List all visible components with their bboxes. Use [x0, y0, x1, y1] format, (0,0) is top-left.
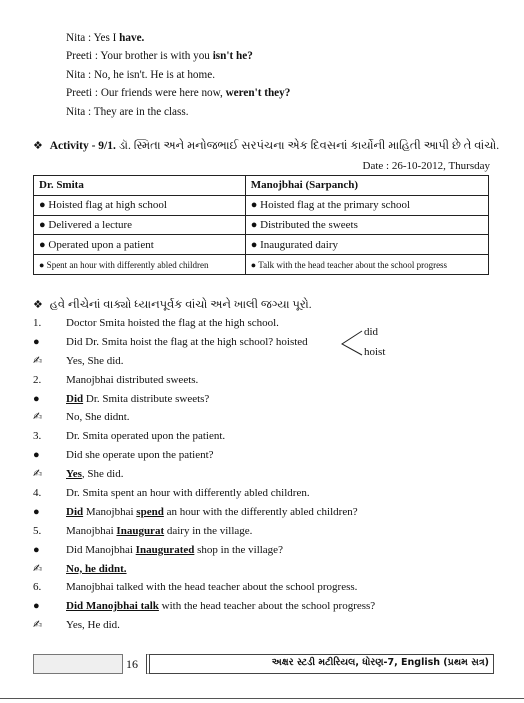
item-number: 3. [33, 430, 42, 443]
table-cell: ● Inaugurated dairy [245, 235, 488, 255]
table-row [34, 255, 489, 275]
exercise-text [66, 484, 310, 503]
dialogue-speaker: Nita : [66, 105, 94, 118]
activity-date: Date : 26-10-2012, Thursday [362, 160, 490, 172]
dialogue-tag-question: have. [119, 32, 145, 44]
dialogue-speaker: Preeti : [66, 50, 101, 63]
dialogue-line [66, 29, 290, 47]
sentence-fragment: Yes, She did. [66, 354, 124, 367]
exercise-text [66, 465, 123, 484]
pen-answer-icon: ✍ [33, 618, 43, 632]
sentence-fragment: Manojbhai talked with the head teacher about the school progress. [66, 581, 358, 594]
sentence-fragment: Dr. Smita spent an hour with differently abled children. [66, 487, 310, 500]
sentence-fragment: with the head teacher about the school progress? [158, 600, 376, 613]
item-number: 1. [33, 317, 42, 329]
sentence-fragment: Dr. Smita distribute sweets? [83, 392, 210, 405]
filled-blank: Inaugurated [135, 543, 195, 556]
branch-bracket-icon [340, 328, 364, 358]
footer-left-box [33, 654, 123, 674]
diamond-bullet-icon: ❖ [33, 298, 43, 311]
dialogue-text: Yes I [93, 32, 120, 44]
exercise-text [66, 522, 252, 541]
exercise-text [66, 314, 279, 333]
sentence-fragment: Did she operate upon the patient? [66, 449, 214, 462]
exercise-text [66, 616, 120, 635]
exercise-text [66, 503, 358, 522]
dialogue-tag-question: isn't he? [212, 50, 253, 63]
exercise-instruction [33, 298, 312, 312]
bullet-icon: ● [33, 449, 40, 462]
sentence-fragment: Dr. Smita operated upon the patient. [66, 430, 226, 443]
activity-table [33, 175, 489, 275]
page-footer [33, 654, 491, 676]
dialogue-text: No, he isn't. He is at home. [93, 68, 215, 81]
filled-blank: spend [136, 505, 164, 518]
sentence-fragment: Manojbhai [83, 505, 137, 518]
footer-title: અક્ષર સ્ટડી મટીરિયલ, ધોરણ-7, English (પ્રથમ સત્ર) [271, 657, 489, 668]
pen-answer-icon: ✍ [33, 467, 43, 481]
exercise-text [66, 597, 375, 616]
table-cell: ● Hoisted flag at high school [34, 195, 246, 215]
table-row [34, 195, 489, 215]
exercise-text [66, 578, 357, 597]
dialogue-block [66, 29, 290, 121]
answer-choices [340, 326, 400, 360]
exercise-text [66, 333, 308, 352]
sentence-fragment: Manojbhai distributed sweets. [66, 373, 199, 386]
sentence-fragment: dairy in the village. [164, 524, 253, 537]
item-number: 2. [33, 373, 42, 386]
exercise-instruction-text: હવે નીચેનાં વાક્યો ધ્યાનપૂર્વક વાંચો અને ખાલી જગ્યા પૂરો. [49, 299, 312, 311]
bottom-rule [0, 698, 524, 699]
filled-blank: Inaugurat [116, 524, 165, 537]
activity-label: Activity - 9/1. [49, 140, 116, 152]
footer-title-box [146, 654, 494, 674]
item-number: 4. [33, 487, 42, 500]
dialogue-line [66, 84, 290, 102]
pen-answer-icon: ✍ [33, 561, 43, 575]
dialogue-speaker: Preeti : [66, 87, 101, 100]
pen-answer-icon: ✍ [33, 353, 43, 367]
exercise-text [66, 371, 198, 390]
table-header-row [34, 176, 489, 196]
page-number: 16 [126, 657, 138, 671]
sentence-fragment: No, She didnt. [66, 411, 130, 424]
bullet-icon: ● [33, 600, 40, 613]
dialogue-speaker: Nita : [66, 68, 94, 81]
exercise-text [66, 352, 124, 371]
pen-answer-icon: ✍ [33, 410, 43, 424]
sentence-fragment: shop in the village? [194, 543, 283, 556]
sentence-fragment: Manojbhai [66, 524, 117, 537]
dialogue-tag-question: weren't they? [225, 87, 291, 100]
dialogue-line [66, 66, 290, 84]
bullet-icon: ● [33, 543, 40, 556]
dialogue-line [66, 47, 290, 65]
choice-did: did [364, 326, 379, 338]
table-cell: ● Operated upon a patient [34, 235, 246, 255]
diamond-bullet-icon: ❖ [33, 139, 43, 152]
item-number: 5. [33, 524, 42, 537]
dialogue-line [66, 103, 290, 121]
table-header-manojbhai: Manojbhai (Sarpanch) [245, 176, 488, 196]
activity-heading [33, 139, 499, 153]
filled-blank: Did [66, 505, 84, 518]
bullet-icon: ● [33, 392, 40, 405]
sentence-fragment: Did Manojbhai [66, 543, 136, 556]
exercise-text [66, 390, 209, 409]
sentence-fragment: an hour with the differently abled children? [163, 505, 358, 518]
table-row [34, 215, 489, 235]
table-cell: ● Spent an hour with differently abled children [34, 255, 246, 275]
dialogue-text: They are in the class. [93, 105, 189, 118]
dialogue-text: Your brother is with you [100, 50, 213, 63]
table-cell: ● Talk with the head teacher about the school progress [245, 255, 488, 275]
exercise-text [66, 427, 225, 446]
table-header-dr-smita: Dr. Smita [34, 176, 246, 196]
dialogue-speaker: Nita : [66, 32, 94, 44]
exercise-text [66, 408, 130, 427]
item-number: 6. [33, 581, 42, 594]
filled-blank: Did Manojbhai talk [66, 600, 159, 613]
sentence-fragment: Yes, He did. [66, 619, 120, 632]
dialogue-text: Our friends were here now, [100, 87, 226, 100]
exercise-text [66, 560, 127, 579]
table-cell: ● Hoisted flag at the primary school [245, 195, 488, 215]
filled-blank: No, he didnt. [66, 562, 127, 575]
filled-blank: Yes [66, 468, 82, 481]
choice-hoist: hoist [364, 346, 386, 358]
table-cell: ● Distributed the sweets [245, 215, 488, 235]
activity-instruction: ડૉ. સ્મિતા અને મનોજભાઈ સરપંચના એક દિવસનાં કાર્યોની માહિતી આપી છે તે વાંચો. [118, 140, 500, 152]
exercise-text [66, 446, 214, 465]
table-cell: ● Delivered a lecture [34, 215, 246, 235]
sentence-fragment: Did Dr. Smita hoist the flag at the high school? hoisted [66, 335, 308, 348]
bullet-icon: ● [33, 335, 40, 348]
sentence-fragment: Doctor Smita hoisted the flag at the high school. [66, 317, 279, 329]
filled-blank: Did [66, 392, 84, 405]
table-row [34, 235, 489, 255]
sentence-fragment: , She did. [81, 468, 124, 481]
exercise-text [66, 541, 283, 560]
bullet-icon: ● [33, 505, 40, 518]
